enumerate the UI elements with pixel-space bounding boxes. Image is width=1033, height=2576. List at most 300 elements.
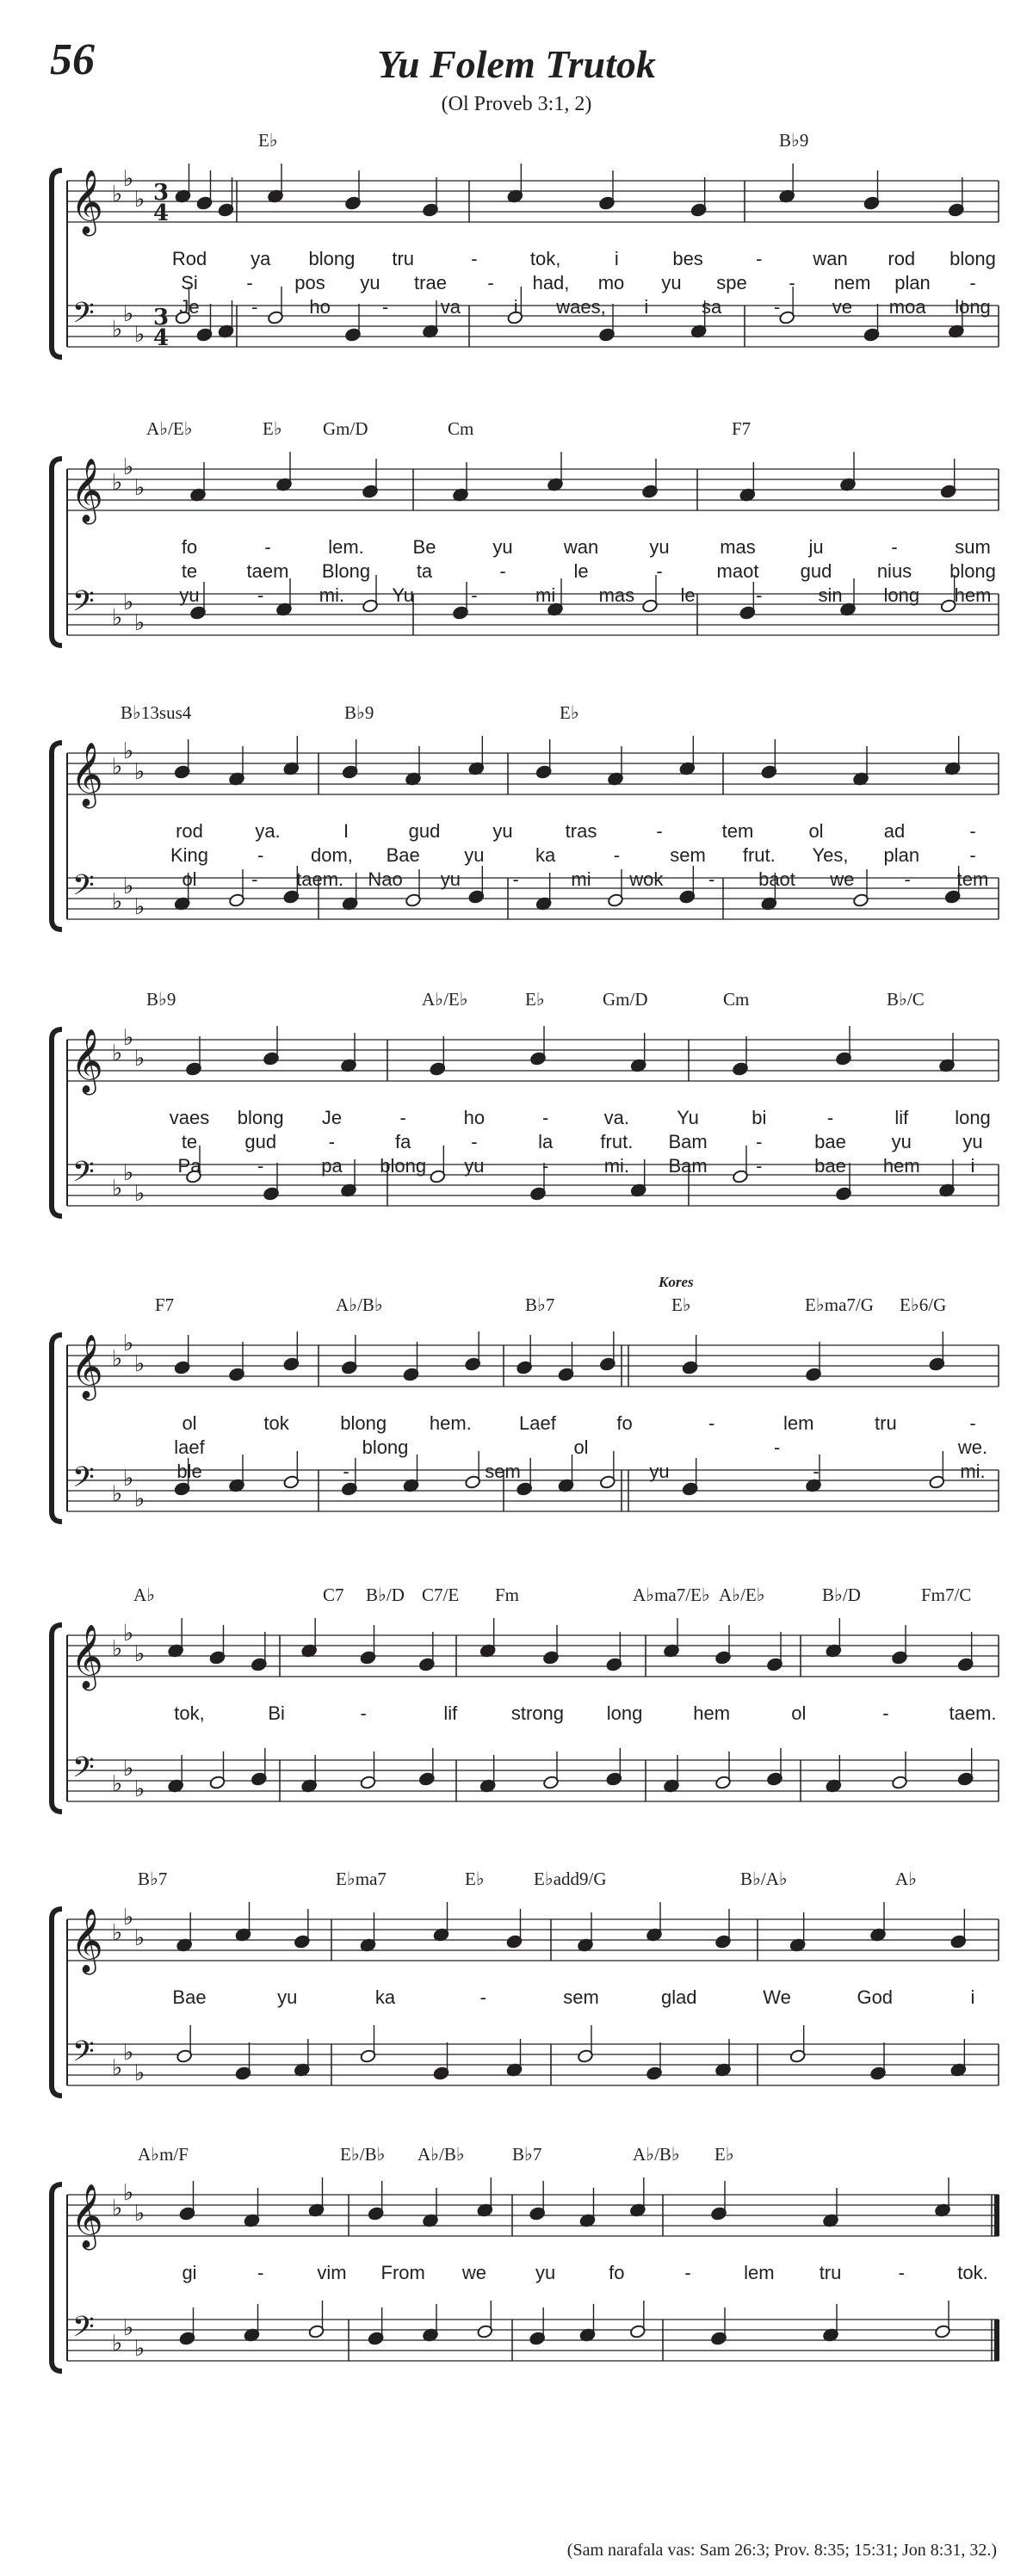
lyric-syllable: yu bbox=[535, 2262, 556, 2283]
chord-symbol: B♭9 bbox=[146, 989, 176, 1010]
lyric-syllable: hem. bbox=[429, 1412, 472, 1434]
lyric-hyphen: - bbox=[898, 2262, 905, 2283]
chord-symbol: E♭ bbox=[560, 702, 579, 723]
lyric-syllable: ol bbox=[182, 868, 197, 890]
time-signature-top: 3 bbox=[153, 180, 170, 206]
lyric-hyphen: - bbox=[789, 272, 795, 293]
lyric-syllable: gud bbox=[244, 1131, 277, 1152]
lyric-syllable: ol bbox=[808, 820, 824, 842]
bass-clef-icon: 𝄢 bbox=[72, 2035, 95, 2075]
chord-symbol: B♭13sus4 bbox=[121, 702, 192, 723]
lyric-syllable: Be bbox=[412, 536, 436, 558]
lyric-syllable: King bbox=[170, 844, 209, 866]
music-system bbox=[43, 418, 999, 706]
lyric-syllable: Pa bbox=[177, 1155, 201, 1177]
chord-symbol: A♭/B♭ bbox=[418, 2144, 465, 2165]
flat-icon: ♭ bbox=[112, 2055, 123, 2081]
lyric-syllable: tok, bbox=[529, 248, 561, 269]
lyric-syllable: sem bbox=[485, 1461, 521, 1482]
lyric-syllable: Blong bbox=[321, 560, 371, 582]
system-bracket bbox=[52, 170, 62, 357]
flat-icon: ♭ bbox=[134, 2336, 145, 2362]
chord-symbol: B♭/D bbox=[366, 1585, 405, 1605]
lyric-syllable: waes, bbox=[556, 296, 606, 318]
lyric-syllable: bae bbox=[814, 1131, 846, 1152]
lyric-syllable: Yu bbox=[677, 1107, 699, 1128]
lyric-syllable: yu bbox=[962, 1131, 983, 1152]
lyric-syllable: gud bbox=[800, 560, 832, 582]
flat-icon: ♭ bbox=[134, 1351, 145, 1377]
lyric-syllable: yu bbox=[492, 536, 513, 558]
bass-clef-icon: 𝄢 bbox=[72, 297, 95, 337]
lyric-hyphen: - bbox=[264, 536, 271, 558]
lyric-syllable: long bbox=[955, 296, 991, 318]
lyric-syllable: Bi bbox=[268, 1702, 285, 1724]
flat-icon: ♭ bbox=[134, 1046, 145, 1072]
chord-symbol: A♭/B♭ bbox=[336, 1294, 383, 1315]
lyric-syllable: sum bbox=[955, 536, 991, 558]
lyric-syllable: vaes bbox=[169, 1107, 210, 1128]
chord-symbol: E♭ma7 bbox=[336, 1869, 387, 1889]
lyric-hyphen: - bbox=[708, 1412, 715, 1434]
lyric-syllable: yu bbox=[464, 1155, 485, 1177]
lyric-syllable: blong bbox=[949, 248, 996, 269]
lyric-syllable: yu bbox=[492, 820, 513, 842]
flat-icon: ♭ bbox=[123, 454, 134, 480]
lyric-syllable: plan bbox=[883, 844, 920, 866]
lyric-syllable: Je bbox=[321, 1107, 343, 1128]
flat-icon: ♭ bbox=[112, 317, 123, 343]
lyric-syllable: te bbox=[181, 560, 198, 582]
flat-icon: ♭ bbox=[112, 1346, 123, 1372]
system-bracket bbox=[52, 1909, 62, 2096]
chord-symbol: Gm/D bbox=[323, 418, 368, 439]
music-system bbox=[43, 2144, 999, 2431]
lyric-syllable: yu bbox=[360, 272, 380, 293]
lyric-hyphen: - bbox=[399, 1107, 406, 1128]
treble-clef-icon: 𝄞 bbox=[71, 743, 103, 806]
lyric-syllable: pos bbox=[294, 272, 325, 293]
flat-icon: ♭ bbox=[134, 1925, 145, 1951]
chord-symbol: A♭/E♭ bbox=[719, 1585, 765, 1605]
lyric-syllable: yu bbox=[464, 844, 485, 866]
chord-symbol: A♭ma7/E♭ bbox=[633, 1585, 710, 1605]
section-label: Kores bbox=[659, 1274, 694, 1290]
lyric-syllable: trae bbox=[414, 272, 447, 293]
lyric-syllable: sin bbox=[818, 584, 843, 606]
song-number: 56 bbox=[50, 35, 95, 84]
lyric-syllable: baot bbox=[758, 868, 795, 890]
lyric-syllable: we bbox=[461, 2262, 486, 2283]
lyric-syllable: ya bbox=[251, 248, 271, 269]
bass-clef-icon: 𝄢 bbox=[72, 1156, 95, 1195]
treble-clef-icon: 𝄞 bbox=[71, 459, 103, 522]
chord-symbol: Cm bbox=[723, 989, 750, 1010]
lyric-syllable: lem. bbox=[328, 536, 364, 558]
lyric-syllable: hem bbox=[882, 1155, 920, 1177]
flat-icon: ♭ bbox=[112, 1920, 123, 1946]
chord-symbol: E♭ bbox=[525, 989, 545, 1010]
chord-symbol: E♭6/G bbox=[900, 1294, 947, 1315]
chord-symbol: A♭/B♭ bbox=[633, 2144, 680, 2165]
flat-icon: ♭ bbox=[123, 738, 134, 764]
chord-symbol: B♭/C bbox=[887, 989, 925, 1010]
lyric-syllable: hem bbox=[693, 1702, 731, 1724]
time-signature-top: 3 bbox=[153, 305, 170, 330]
lyric-syllable: frut. bbox=[742, 844, 776, 866]
lyric-syllable: tok. bbox=[957, 2262, 988, 2283]
chord-symbol: F7 bbox=[732, 418, 752, 439]
music-system bbox=[43, 1274, 999, 1582]
lyric-hyphen: - bbox=[257, 1155, 264, 1177]
lyric-hyphen: - bbox=[487, 272, 494, 293]
chord-symbol: C7 bbox=[323, 1585, 344, 1605]
lyric-hyphen: - bbox=[656, 560, 663, 582]
lyric-syllable: ho bbox=[309, 296, 331, 318]
bass-clef-icon: 𝄢 bbox=[72, 1461, 95, 1501]
flat-icon: ♭ bbox=[134, 1641, 145, 1667]
flat-icon: ♭ bbox=[134, 322, 145, 348]
lyric-syllable: Bam bbox=[668, 1155, 708, 1177]
flat-icon: ♭ bbox=[123, 2315, 134, 2341]
lyric-syllable: lif bbox=[894, 1107, 909, 1128]
lyric-syllable: ka bbox=[374, 1986, 396, 2008]
lyric-hyphen: - bbox=[969, 844, 976, 866]
lyric-hyphen: - bbox=[251, 868, 258, 890]
treble-clef-icon: 𝄞 bbox=[71, 1029, 103, 1093]
flat-icon: ♭ bbox=[123, 1025, 134, 1051]
time-signature-bottom: 4 bbox=[153, 201, 170, 226]
chord-symbol: E♭ bbox=[258, 130, 278, 151]
lyric-syllable: hem bbox=[954, 584, 992, 606]
music-system bbox=[43, 130, 999, 417]
lyric-syllable: ol bbox=[573, 1436, 589, 1458]
lyric-syllable: taem. bbox=[949, 1702, 997, 1724]
lyric-syllable: yu bbox=[649, 1461, 670, 1482]
flat-icon: ♭ bbox=[134, 1776, 145, 1802]
flat-icon: ♭ bbox=[123, 1621, 134, 1646]
chord-symbol: B♭7 bbox=[525, 1294, 555, 1315]
bass-clef-icon: 𝄢 bbox=[72, 2311, 95, 2351]
chord-symbol: Gm/D bbox=[603, 989, 648, 1010]
flat-icon: ♭ bbox=[112, 2331, 123, 2357]
lyric-hyphen: - bbox=[969, 272, 976, 293]
lyric-hyphen: - bbox=[904, 868, 911, 890]
flat-icon: ♭ bbox=[134, 610, 145, 636]
flat-icon: ♭ bbox=[112, 1771, 123, 1797]
lyric-syllable: lem bbox=[783, 1412, 814, 1434]
treble-clef-icon: 𝄞 bbox=[71, 170, 103, 234]
lyric-syllable: Bae bbox=[386, 844, 420, 866]
lyric-syllable: yu bbox=[440, 868, 461, 890]
lyric-syllable: tru bbox=[819, 2262, 842, 2283]
flat-icon: ♭ bbox=[123, 2040, 134, 2066]
lyric-syllable: Rod bbox=[171, 248, 207, 269]
lyric-syllable: rod bbox=[176, 820, 203, 842]
lyric-hyphen: - bbox=[891, 536, 898, 558]
lyric-syllable: Bam bbox=[668, 1131, 708, 1152]
lyric-hyphen: - bbox=[381, 296, 389, 318]
lyric-syllable: bes bbox=[672, 248, 703, 269]
scripture-reference: (Ol Proveb 3:1, 2) bbox=[441, 93, 592, 115]
flat-icon: ♭ bbox=[134, 1181, 145, 1207]
lyric-syllable: gud bbox=[408, 820, 441, 842]
lyric-hyphen: - bbox=[882, 1702, 889, 1724]
lyric-syllable: frut. bbox=[600, 1131, 634, 1152]
system-bracket bbox=[52, 2184, 62, 2371]
flat-icon: ♭ bbox=[112, 1041, 123, 1066]
staff-svg bbox=[43, 1881, 999, 2156]
lyric-hyphen: - bbox=[656, 820, 663, 842]
chord-symbol: A♭/E♭ bbox=[146, 418, 193, 439]
flat-icon: ♭ bbox=[134, 475, 145, 501]
lyric-hyphen: - bbox=[684, 2262, 691, 2283]
lyric-hyphen: - bbox=[756, 584, 763, 606]
lyric-syllable: sa bbox=[702, 296, 722, 318]
lyric-syllable: fa bbox=[394, 1131, 411, 1152]
lyric-syllable: wok bbox=[629, 868, 664, 890]
lyric-syllable: strong bbox=[510, 1702, 565, 1724]
flat-icon: ♭ bbox=[123, 2180, 134, 2206]
flat-icon: ♭ bbox=[134, 894, 145, 920]
lyric-syllable: yu bbox=[891, 1131, 912, 1152]
lyric-syllable: bae bbox=[814, 1155, 846, 1177]
flat-icon: ♭ bbox=[123, 1160, 134, 1186]
treble-clef-icon: 𝄞 bbox=[71, 1625, 103, 1689]
lyric-syllable: ya. bbox=[255, 820, 281, 842]
bass-clef-icon: 𝄢 bbox=[72, 869, 95, 909]
flat-icon: ♭ bbox=[112, 754, 123, 780]
lyric-syllable: tok bbox=[263, 1412, 289, 1434]
chord-symbol: Fm7/C bbox=[921, 1585, 972, 1605]
music-system bbox=[43, 1869, 999, 2156]
lyric-syllable: lem bbox=[744, 2262, 775, 2283]
lyric-syllable: long bbox=[955, 1107, 991, 1128]
lyric-syllable: wan bbox=[813, 248, 848, 269]
lyric-syllable: bi bbox=[752, 1107, 767, 1128]
lyric-hyphen: - bbox=[756, 1155, 763, 1177]
lyric-hyphen: - bbox=[813, 1461, 820, 1482]
chord-symbol: E♭ bbox=[671, 1294, 691, 1315]
lyric-syllable: blong bbox=[362, 1436, 409, 1458]
lyric-syllable: yu bbox=[661, 272, 682, 293]
lyric-syllable: we. bbox=[957, 1436, 988, 1458]
lyric-syllable: vim bbox=[317, 2262, 347, 2283]
lyric-syllable: dom, bbox=[310, 844, 353, 866]
song-header bbox=[0, 0, 1033, 129]
chord-symbol: E♭ bbox=[465, 1869, 485, 1889]
lyric-syllable: blong bbox=[237, 1107, 284, 1128]
lyric-syllable: sem bbox=[670, 844, 706, 866]
lyric-syllable: blong bbox=[308, 248, 356, 269]
lyric-syllable: yu bbox=[277, 1986, 298, 2008]
lyric-syllable: i bbox=[644, 296, 649, 318]
chord-symbol: A♭m/F bbox=[138, 2144, 189, 2165]
lyric-syllable: ol bbox=[791, 1702, 807, 1724]
lyric-hyphen: - bbox=[471, 1131, 478, 1152]
lyric-syllable: sem bbox=[563, 1986, 599, 2008]
song-title: Yu Folem Trutok bbox=[377, 42, 656, 86]
lyric-hyphen: - bbox=[257, 2262, 264, 2283]
chord-symbol: F7 bbox=[155, 1294, 175, 1315]
lyric-syllable: maot bbox=[716, 560, 759, 582]
lyric-syllable: God bbox=[857, 1986, 894, 2008]
lyric-syllable: mo bbox=[597, 272, 625, 293]
chord-symbol: B♭9 bbox=[779, 130, 809, 151]
lyric-syllable: mi. bbox=[603, 1155, 630, 1177]
lyric-syllable: mi. bbox=[960, 1461, 986, 1482]
lyric-hyphen: - bbox=[969, 820, 976, 842]
treble-clef-icon: 𝄞 bbox=[71, 2184, 103, 2248]
flat-icon: ♭ bbox=[123, 1756, 134, 1782]
flat-icon: ♭ bbox=[112, 470, 123, 496]
music-system bbox=[43, 989, 999, 1276]
system-bracket bbox=[52, 1029, 62, 1216]
lyric-syllable: fo bbox=[181, 536, 198, 558]
lyric-syllable: blong bbox=[340, 1412, 387, 1434]
flat-icon: ♭ bbox=[134, 2201, 145, 2227]
lyric-syllable: ol bbox=[182, 1412, 197, 1434]
chord-symbol: E♭ bbox=[714, 2144, 734, 2165]
lyric-syllable: Si bbox=[181, 272, 198, 293]
lyric-syllable: ho bbox=[463, 1107, 486, 1128]
lyric-syllable: Yu bbox=[392, 584, 415, 606]
lyric-syllable: i bbox=[970, 1986, 975, 2008]
lyric-syllable: ad bbox=[883, 820, 906, 842]
flat-icon: ♭ bbox=[123, 1331, 134, 1356]
chord-symbol: Cm bbox=[448, 418, 474, 439]
lyric-hyphen: - bbox=[512, 868, 519, 890]
chord-symbol: A♭ bbox=[133, 1585, 156, 1605]
music-system bbox=[43, 702, 999, 990]
lyric-syllable: mi bbox=[571, 868, 591, 890]
lyric-syllable: i bbox=[614, 248, 619, 269]
flat-icon: ♭ bbox=[112, 889, 123, 915]
lyric-hyphen: - bbox=[826, 1107, 834, 1128]
lyric-syllable: ka bbox=[535, 844, 556, 866]
lyric-syllable: mas bbox=[720, 536, 756, 558]
lyric-syllable: ta bbox=[416, 560, 433, 582]
lyric-syllable: ble bbox=[176, 1461, 202, 1482]
lyric-hyphen: - bbox=[251, 296, 258, 318]
lyric-syllable: I bbox=[343, 820, 349, 842]
lyric-syllable: mi bbox=[535, 584, 556, 606]
chord-symbol: E♭add9/G bbox=[534, 1869, 607, 1889]
lyric-syllable: mas bbox=[598, 584, 635, 606]
system-bracket bbox=[52, 743, 62, 930]
lyric-syllable: we bbox=[830, 868, 855, 890]
lyric-hyphen: - bbox=[756, 1131, 763, 1152]
lyric-syllable: long bbox=[883, 584, 920, 606]
lyric-syllable: fo bbox=[609, 2262, 625, 2283]
chord-symbol: Fm bbox=[495, 1585, 520, 1605]
lyric-syllable: Bae bbox=[172, 1986, 207, 2008]
chord-symbol: A♭ bbox=[895, 1869, 918, 1889]
flat-icon: ♭ bbox=[134, 759, 145, 785]
flat-icon: ♭ bbox=[123, 874, 134, 899]
lyric-syllable: taem. bbox=[296, 868, 344, 890]
flat-icon: ♭ bbox=[112, 1176, 123, 1202]
chord-symbol: E♭ bbox=[263, 418, 282, 439]
time-signature-bottom: 4 bbox=[153, 325, 170, 351]
lyric-syllable: yu bbox=[649, 536, 670, 558]
bass-clef-icon: 𝄢 bbox=[72, 1751, 95, 1791]
lyric-syllable: mi. bbox=[319, 584, 345, 606]
chord-symbol: B♭9 bbox=[344, 702, 374, 723]
lyric-syllable: le bbox=[573, 560, 589, 582]
system-bracket bbox=[52, 459, 62, 646]
flat-icon: ♭ bbox=[123, 590, 134, 615]
footer-references: (Sam narafala vas: Sam 26:3; Prov. 8:35; 15:31; Jon 8:31, 32.) bbox=[566, 2541, 997, 2560]
lyric-syllable: tem bbox=[721, 820, 754, 842]
lyric-syllable: plan bbox=[894, 272, 931, 293]
chord-symbol: E♭/B♭ bbox=[340, 2144, 386, 2165]
bass-clef-icon: 𝄢 bbox=[72, 585, 95, 625]
flat-icon: ♭ bbox=[123, 1466, 134, 1492]
lyric-syllable: tru bbox=[392, 248, 415, 269]
lyric-syllable: Yes, bbox=[812, 844, 849, 866]
chord-symbol: B♭7 bbox=[138, 1869, 168, 1889]
flat-icon: ♭ bbox=[134, 2060, 145, 2086]
flat-icon: ♭ bbox=[112, 2196, 123, 2221]
lyric-syllable: We bbox=[763, 1986, 791, 2008]
music-system bbox=[43, 1585, 999, 1872]
lyric-syllable: pa bbox=[321, 1155, 343, 1177]
lyric-syllable: rod bbox=[888, 248, 916, 269]
flat-icon: ♭ bbox=[123, 301, 134, 327]
lyric-hyphen: - bbox=[257, 844, 264, 866]
lyric-syllable: ju bbox=[808, 536, 824, 558]
flat-icon: ♭ bbox=[112, 605, 123, 631]
system-bracket bbox=[52, 1625, 62, 1812]
lyric-syllable: va. bbox=[603, 1107, 630, 1128]
lyric-syllable: yu bbox=[179, 584, 200, 606]
lyric-syllable: glad bbox=[660, 1986, 697, 2008]
lyric-syllable: la bbox=[538, 1131, 554, 1152]
flat-icon: ♭ bbox=[112, 182, 123, 207]
lyric-hyphen: - bbox=[756, 248, 763, 269]
lyric-syllable: nius bbox=[876, 560, 912, 582]
lyric-syllable: spe bbox=[716, 272, 747, 293]
lyric-syllable: long bbox=[606, 1702, 643, 1724]
lyric-syllable: fo bbox=[616, 1412, 633, 1434]
lyric-syllable: i bbox=[513, 296, 518, 318]
lyric-syllable: gi bbox=[182, 2262, 197, 2283]
flat-icon: ♭ bbox=[123, 1905, 134, 1930]
lyric-syllable: le bbox=[680, 584, 696, 606]
lyric-hyphen: - bbox=[969, 1412, 976, 1434]
treble-clef-icon: 𝄞 bbox=[71, 1335, 103, 1399]
lyric-syllable: wan bbox=[563, 536, 599, 558]
lyric-hyphen: - bbox=[246, 272, 253, 293]
lyric-hyphen: - bbox=[328, 1131, 336, 1152]
lyric-syllable: blong bbox=[949, 560, 996, 582]
lyric-syllable: had, bbox=[532, 272, 570, 293]
lyric-hyphen: - bbox=[499, 560, 506, 582]
chord-symbol: A♭/E♭ bbox=[422, 989, 468, 1010]
lyric-syllable: i bbox=[970, 1155, 975, 1177]
lyric-syllable: lif bbox=[443, 1702, 458, 1724]
flat-icon: ♭ bbox=[134, 187, 145, 213]
system-bracket bbox=[52, 1335, 62, 1522]
lyric-syllable: Laef bbox=[519, 1412, 556, 1434]
staff-svg bbox=[43, 2156, 999, 2431]
lyric-hyphen: - bbox=[479, 1986, 486, 2008]
lyric-syllable: moa bbox=[888, 296, 926, 318]
lyric-syllable: Nao bbox=[368, 868, 403, 890]
chord-symbol: B♭/D bbox=[822, 1585, 861, 1605]
lyric-hyphen: - bbox=[471, 248, 478, 269]
